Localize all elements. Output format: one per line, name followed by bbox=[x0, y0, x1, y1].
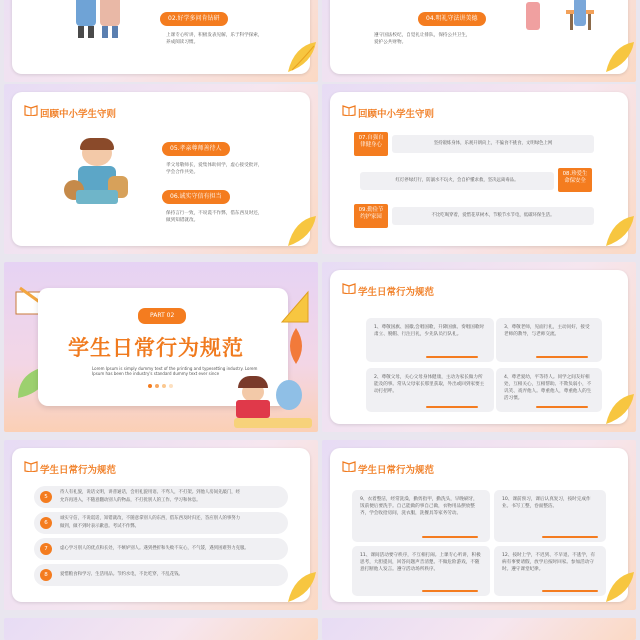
rule-04-text-line2: 爱护公共财物。 bbox=[374, 40, 407, 45]
book-icon bbox=[342, 104, 356, 116]
slide-title: 学生日常行为规范 bbox=[358, 465, 435, 476]
slide-thumbnail-7[interactable] bbox=[4, 440, 318, 610]
slide-card bbox=[12, 0, 310, 74]
rule-card-9 bbox=[352, 490, 490, 542]
section-title: 学生日常行为规范 bbox=[68, 336, 244, 360]
triangle-ruler-icon bbox=[280, 288, 310, 324]
slide-card bbox=[330, 448, 628, 602]
rule-05-text-line2: 学会合作共处。 bbox=[166, 170, 199, 175]
rule-08-box: 08.珍爱生命保安全 bbox=[558, 168, 592, 192]
rule-number-badge: 5 bbox=[40, 491, 52, 503]
book-icon bbox=[342, 282, 356, 294]
accent-bar bbox=[426, 356, 478, 358]
lorem-text-line1: Lorem Ipsum is simply dummy text of the printing and typesetting industry. Lorem bbox=[92, 366, 258, 371]
slide-thumbnail-10[interactable] bbox=[322, 618, 636, 640]
rule-card-12-text: 12、按时上学，不迟到、不早退、不逃学，有病有事要请假，放学后按时回家。参加活动守时。遵守课堂纪律。 bbox=[502, 553, 596, 572]
leaf-decoration-icon bbox=[602, 390, 636, 426]
rule-04-text-line1: 遵守国法校纪，自觉礼让排队，保持公共卫生， bbox=[374, 33, 471, 38]
rule-09-line: 不比吃喝穿着，爱惜花草树木，节粮节水节电，低碳环保生活。 bbox=[392, 207, 594, 225]
rule-card-3 bbox=[496, 318, 602, 362]
rule-06-text-line1: 保持言行一致，不说谎不作弊，借东西及时还， bbox=[166, 211, 263, 216]
leaf-decoration-icon bbox=[602, 212, 636, 248]
rule-row-8 bbox=[34, 564, 288, 586]
rule-05-pill: 05.孝亲尊师善待人 bbox=[162, 142, 230, 156]
rule-02-text-line1: 上课专心听讲，积极发表见解，乐于科学探索， bbox=[166, 33, 263, 38]
book-icon bbox=[24, 104, 38, 116]
rule-09-box: 09.勤俭节约护家园 bbox=[354, 204, 388, 228]
rule-number-badge: 8 bbox=[40, 569, 52, 581]
rule-07-box: 07.自强自律健身心 bbox=[354, 132, 388, 156]
slide-thumbnail-8[interactable] bbox=[322, 440, 636, 610]
rule-05-text-line1: 孝父母敬师长，爱集体助同学，虚心接受批评， bbox=[166, 163, 263, 168]
dots-divider bbox=[148, 384, 178, 388]
leaf-decoration-icon bbox=[602, 568, 636, 604]
slide-thumbnail-4[interactable] bbox=[322, 84, 636, 254]
part-badge: PART 02 bbox=[138, 308, 186, 324]
slide-title: 学生日常行为规范 bbox=[358, 287, 435, 298]
rule-04-pill: 04.明礼守法讲美德 bbox=[418, 12, 486, 26]
rule-row-7 bbox=[34, 538, 288, 560]
accent-bar bbox=[422, 536, 478, 538]
children-illustration bbox=[72, 0, 128, 44]
rule-row-6-text-line2: 做到，做不到时表示歉意。考试不作弊。 bbox=[60, 524, 140, 529]
accent-bar bbox=[536, 356, 588, 358]
rule-row-6 bbox=[34, 512, 288, 534]
accent-bar bbox=[542, 590, 598, 592]
rule-08-line: 红灯停绿灯行，防溺水不玩火，会自护懂求救，坚决远离毒品。 bbox=[360, 172, 554, 190]
rule-card-3-text: 3、尊敬老师，见面行礼，主动问好，接受老师的教导，与老师交流。 bbox=[504, 325, 590, 337]
book-icon bbox=[24, 460, 38, 472]
leaf-decoration-icon bbox=[284, 568, 318, 604]
girl-reading-illustration bbox=[234, 372, 314, 430]
book-icon bbox=[342, 460, 356, 472]
rule-card-11-text: 11、课间活动要守秩序，不互相打闹。上课专心听讲，积极思考，大胆提问，回答问题声音清楚。不做危险游戏，不随意打断他人发言。遵守活动场所秩序。 bbox=[360, 553, 481, 572]
rule-card-11 bbox=[352, 546, 490, 596]
accent-bar bbox=[422, 590, 478, 592]
slide-card bbox=[330, 92, 628, 246]
rule-row-5-text-line2: 允许再进入，不随意翻动别人的物品，不打扰别人的工作、学习和休息。 bbox=[60, 498, 201, 503]
rule-card-1-text: 1、尊敬国旗、国徽,会唱国歌，升降国旗、奏唱国歌时肃立、脱帽、行注目礼，少先队员行队礼。 bbox=[374, 325, 485, 337]
slide-title: 回顾中小学生守则 bbox=[40, 109, 117, 120]
lorem-text-line2: Ipsum has been the industry's standard dummy text ever since bbox=[92, 371, 220, 376]
rule-row-7-text: 虚心学习别人的优点和长处，不嫉妒别人。遇到挫折和失败不灰心，不气馁，遇到困难努力克服。 bbox=[60, 546, 249, 551]
slide-card bbox=[330, 270, 628, 424]
rule-card-10 bbox=[494, 490, 606, 542]
leaf-decoration-icon bbox=[284, 38, 318, 74]
rule-row-5 bbox=[34, 486, 288, 508]
accent-bar bbox=[426, 406, 478, 408]
slide-thumbnail-1[interactable] bbox=[4, 0, 318, 82]
leaf-decoration-icon bbox=[284, 212, 318, 248]
slide-thumbnail-6[interactable] bbox=[322, 262, 636, 432]
slide-card bbox=[330, 0, 628, 74]
slide-thumbnail-3[interactable] bbox=[4, 84, 318, 254]
boy-with-toys-illustration bbox=[64, 140, 134, 210]
rule-card-2-text: 2、尊敬父母，关心父母身体健康，主动为家长做力所能及的事。常从父母家长那里获取，外出或回到家要主动打招呼。 bbox=[374, 375, 485, 394]
rule-card-10-text: 10、课前预习，课后认真复习，按时完成作业。书写工整，卷面整洁。 bbox=[502, 497, 591, 509]
rule-card-1 bbox=[366, 318, 494, 362]
slide-card bbox=[12, 448, 310, 602]
rule-card-2 bbox=[366, 368, 494, 412]
rule-number-badge: 7 bbox=[40, 543, 52, 555]
rule-card-12 bbox=[494, 546, 606, 596]
accent-bar bbox=[542, 536, 598, 538]
slide-thumbnail-9[interactable] bbox=[4, 618, 318, 640]
rule-number-badge: 6 bbox=[40, 517, 52, 529]
rule-02-pill: 02.好学多问肯钻研 bbox=[160, 12, 228, 26]
rule-02-text-line2: 养成阅读习惯。 bbox=[166, 40, 199, 45]
slide-thumbnail-2[interactable] bbox=[322, 0, 636, 82]
flame-tree-icon bbox=[284, 326, 308, 366]
leaf-decoration-icon bbox=[602, 38, 636, 74]
slide-title: 学生日常行为规范 bbox=[40, 465, 117, 476]
slide-thumbnail-5[interactable] bbox=[4, 262, 318, 432]
accent-bar bbox=[536, 406, 588, 408]
slide-title: 回顾中小学生守则 bbox=[358, 109, 435, 120]
rule-06-text-line2: 做到知错就改。 bbox=[166, 218, 199, 223]
rule-row-6-text-line1: 诚实守信，不说谎话，知错就改，不随意拿别人的东西，借东西及时归还，答应别人的事努力 bbox=[60, 516, 241, 521]
rule-06-pill: 06.诚实守信有担当 bbox=[162, 190, 230, 204]
rule-card-9-text: 9、衣着整洁，经常洗澡，勤剪指甲，勤洗头，早晚刷牙，饭前便后要洗手。自己能做的事自己做，衣物用品摆放整齐，学会收拾房间，洗衣服，洗餐具等家务劳动。 bbox=[360, 497, 478, 516]
rule-card-4-text: 4、尊老爱幼，平等待人。同学之间友好相处，互相关心，互相帮助。不欺负弱小，不讥笑、戏弄他人。尊重他人，尊重他人的生活习惯。 bbox=[504, 375, 592, 401]
rule-row-8-text: 爱惜粮食和学习、生活用品。节约水电，不比吃穿，不乱花钱。 bbox=[60, 572, 183, 577]
rule-07-line: 坚持锻炼身体，乐观开朗向上，不偏食不挑食，文明绿色上网 bbox=[392, 135, 594, 153]
slide-card bbox=[12, 92, 310, 246]
cleaning-illustration bbox=[520, 0, 600, 46]
rule-card-4 bbox=[496, 368, 602, 412]
rule-row-5-text-line1: 待人有礼貌，说话文明，讲普通话，会用礼貌用语。不骂人，不打架。到他人房间先敲门，经 bbox=[60, 490, 241, 495]
